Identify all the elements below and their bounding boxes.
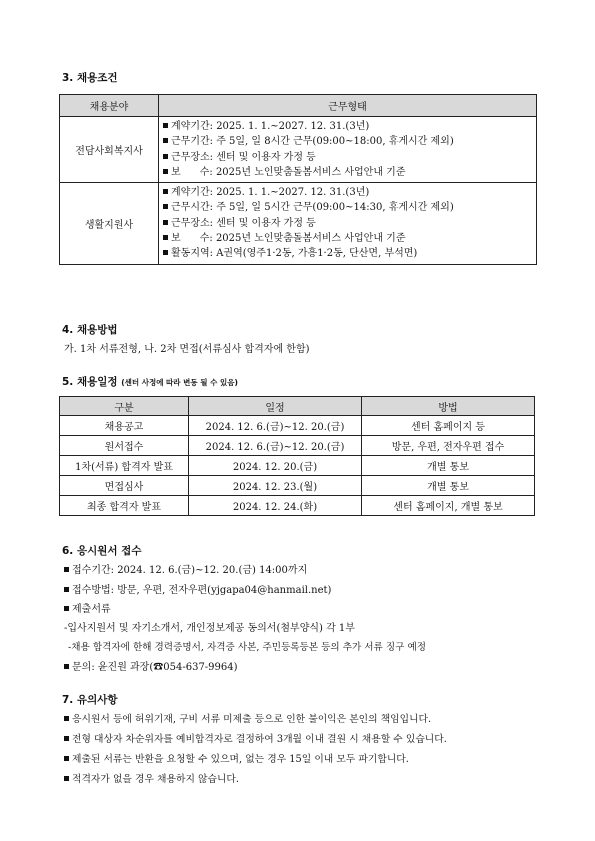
- notice-item: 제출된 서류는 반환을 요청할 수 있으며, 없는 경우 15일 이내 모두 파기합니다.: [64, 751, 409, 765]
- header-field: 채용분야: [60, 95, 159, 117]
- section-6-title: 6. 응시원서 접수: [62, 545, 142, 557]
- bullet-icon: [64, 664, 69, 669]
- conditions-cell: [159, 117, 537, 183]
- bullet-icon: [163, 250, 168, 255]
- bullet-icon: [64, 736, 69, 741]
- bullet-icon: [163, 123, 168, 128]
- table-row: [60, 183, 537, 264]
- header-category: 구분: [60, 397, 189, 416]
- bullet-icon: [163, 235, 168, 240]
- bullet-icon: [64, 587, 69, 592]
- table-row: 채용공고 2024. 12. 6.(금)~12. 20.(금) 센터 홈페이지 등: [60, 416, 535, 436]
- section-3-title: 3. 채용조건: [62, 72, 118, 84]
- bullet-icon: [64, 606, 69, 611]
- application-item: 제출서류: [64, 600, 111, 615]
- schedule-table: [59, 396, 535, 516]
- table-row: 원서접수 2024. 12. 6.(금)~12. 20.(금) 방문, 우편, 전자우편 접수: [60, 436, 535, 456]
- section-5-title: 5. 채용일정 (센터 사정에 따라 변동 될 수 있음): [62, 376, 238, 388]
- condition-item: 활동지역: A권역(영주1·2동, 가흥1·2동, 단산면, 부석면): [163, 246, 536, 261]
- bullet-icon: [64, 776, 69, 781]
- condition-item: 계약기간: 2025. 1. 1.~2027. 12. 31.(3년): [163, 119, 536, 134]
- condition-item: 보 수: 2025년 노인맞춤돌봄서비스 사업안내 기준: [163, 165, 536, 180]
- application-subitem: -입사지원서 및 자기소개서, 개인정보제공 동의서(첨부양식) 각 1부: [64, 623, 355, 634]
- bullet-icon: [163, 138, 168, 143]
- employment-conditions-table: [59, 94, 537, 265]
- condition-item: 근무기간: 주 5일, 일 8시간 근무(09:00~18:00, 휴게시간 제외): [163, 134, 536, 149]
- bullet-icon: [64, 756, 69, 761]
- section-4-title: 4. 채용방법: [62, 324, 118, 336]
- bullet-icon: [64, 716, 69, 721]
- bullet-icon: [163, 189, 168, 194]
- contact-item: 문의: 윤진원 과장(☎054-637-9964): [64, 658, 238, 673]
- bullet-icon: [163, 220, 168, 225]
- condition-item: 근무장소: 센터 및 이용자 가정 등: [163, 216, 536, 231]
- condition-item: 근무시간: 주 5일, 일 5시간 근무(09:00~14:30, 휴게시간 제외): [163, 200, 536, 215]
- condition-item: 계약기간: 2025. 1. 1.~2027. 12. 31.(3년): [163, 185, 536, 200]
- table-row: 면접심사 2024. 12. 23.(월) 개별 통보: [60, 476, 535, 496]
- bullet-icon: [64, 567, 69, 572]
- application-item: 접수기간: 2024. 12. 6.(금)~12. 20.(금) 14:00까지: [64, 561, 307, 576]
- hiring-method-text: 가. 1차 서류전형, 나. 2차 면접(서류심사 합격자에 한함): [64, 344, 310, 355]
- condition-item: 근무장소: 센터 및 이용자 가정 등: [163, 150, 536, 165]
- bullet-icon: [163, 169, 168, 174]
- category-cell: 전담사회복지사: [60, 117, 159, 183]
- section-7-title: 7. 유의사항: [62, 694, 118, 706]
- schedule-note: (센터 사정에 따라 변동 될 수 있음): [121, 378, 238, 387]
- application-subitem: -채용 합격자에 한해 경력증명서, 자격증 사본, 주민등록등본 등의 추가 서류 징구 예정: [68, 642, 426, 653]
- bullet-icon: [163, 204, 168, 209]
- conditions-cell: [159, 183, 537, 264]
- bullet-icon: [163, 154, 168, 159]
- table-row: 최종 합격자 발표 2024. 12. 24.(화) 센터 홈페이지, 개별 통보: [60, 496, 535, 516]
- table-row: [60, 117, 537, 183]
- application-item: 접수방법: 방문, 우편, 전자우편(yjgapa04@hanmail.net): [64, 581, 331, 596]
- condition-item: 보 수: 2025년 노인맞춤돌봄서비스 사업안내 기준: [163, 231, 536, 246]
- table-row: 1차(서류) 합격자 발표 2024. 12. 20.(금) 개별 통보: [60, 456, 535, 476]
- notice-item: 적격자가 없을 경우 채용하지 않습니다.: [64, 771, 239, 785]
- header-method: 방법: [362, 397, 535, 416]
- header-conditions: 근무형태: [159, 95, 537, 117]
- category-cell: 생활지원사: [60, 183, 159, 264]
- notice-item: 응시원서 등에 허위기재, 구비 서류 미제출 등으로 인한 불이익은 본인의 책임입니다.: [64, 711, 431, 725]
- notice-item: 전형 대상자 차순위자를 예비합격자로 결정하여 3개월 이내 결원 시 채용할 수 있습니다.: [64, 731, 447, 745]
- header-schedule: 일정: [189, 397, 362, 416]
